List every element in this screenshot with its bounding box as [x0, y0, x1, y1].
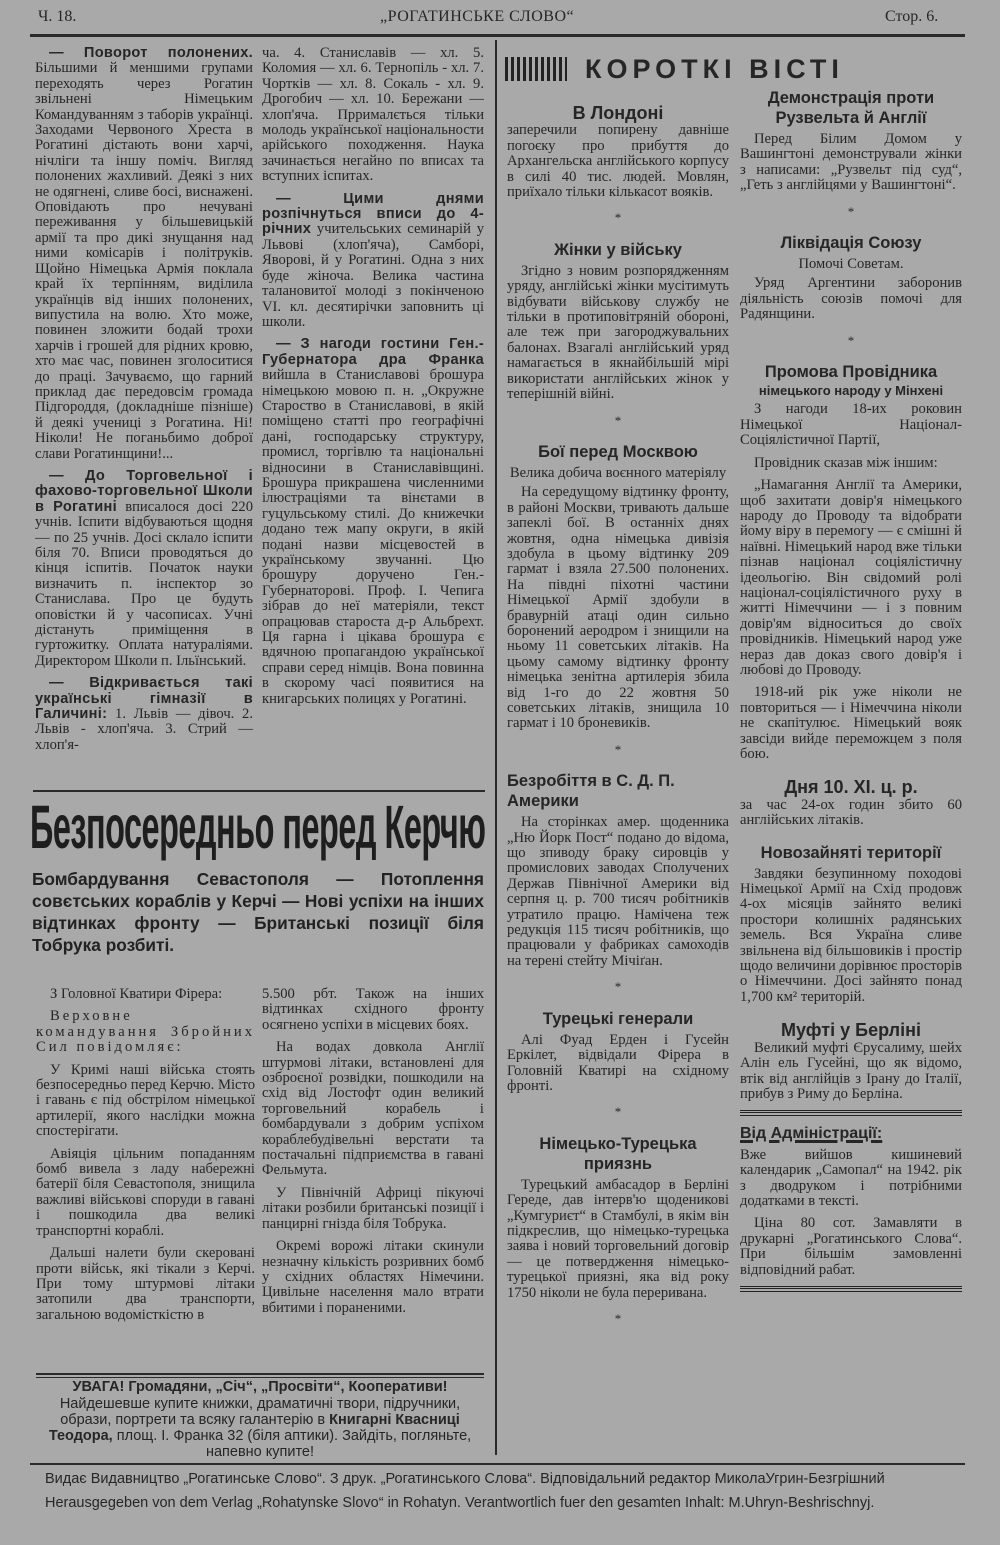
- footer-rule: [30, 1463, 965, 1465]
- paragraph-text: На середущому відтинку фронту, в районі Москви, тривають дальше запеклі бої. В останніх днях жовтня, одна німецька дивізія здобула в цьому відтинку 209 гармат і взяла 27.500 полонених. На півдні піхотні частини Німецької Армії здобули в бравурній атаці один сильно боронений аеродром і знищили на ньому 11 советських літаків. На цьому самому відтинку фронту німецька зенітна артилерія збила від 1-го до 22 жовтня 50 советських літаків, знищила 10 гармат і 10 броневиків.: [507, 484, 729, 732]
- paragraph-text: Більшими й меншими групами переходять через Рогатин звільнені Німецьким Командуванням з таборів українці. Заходами Червоного Хреста в Рогатині дістають вони харчі, нічліги та іншу поміч. Вигляд полонених жахливий. Деякі з них не одягнені, сливе босі, виснажені. Оповідають про нечувані переживання у більшевицькій армії та про дикі знущання над ними комісарів і політруків. Щойно Німецька Армія поклала край їх терпінням, виділила українців від інших полонених, випустила на волю. Хто може, повинен зложити бодай трохи харчів і грошей для рідних кровю, хто має час, повинен зголоситися до праці. Зачуваємо, що гарний приклад дає передовсім громада Підгороддя, (докладніше пізніше) й деякі учениці з Рогатина. Ні! Ніколи! Не поганьбимо доброї слави Рогатинщини!...: [35, 60, 253, 462]
- section-rule: [740, 1286, 962, 1292]
- paragraph-text: 5.500 рбт. Також на інших відтинках східного фронту осягнено успіхи в місцевих боях.: [262, 987, 484, 1033]
- paragraph-text: Турецький амбасадор в Берліні Гереде, дав інтерв'ю щоденикові „Кумгуриєт“ в Стамбулі, в якім він підкреслив, що німецько-турецька заява і новий торговельний договір — це потвердження німецько-турецької приязні, яка від року 1750 ніколи не була переривана.: [507, 1176, 729, 1301]
- news-heading: Дня 10. XI. ц. р.: [784, 777, 918, 798]
- paragraph-text: Перед Білим Домом у Вашингтоні демонстрували жінки з написами: „Рузвельт під суд“, „Геть з англійцями у Вашингтоні“.: [740, 131, 962, 194]
- paragraph-lead: — З нагоди гостини Ген.-Губернатора дра Франка: [262, 336, 484, 368]
- paragraph-text: учительських семинарій у Львові (хлоп'яча), Самборі, Яворові, й у Рогатині. Одна з них буде жіноча. Велика частина талановитої молоді з покінченою VI. кл. десятирічки заповнить ці школи.: [262, 221, 484, 330]
- news-subheading: Велика добича воєнного матеріялу: [509, 464, 727, 481]
- paragraph-text: Великий муфті Єрусалиму, шейх Алін ель Гусейні, що як відомо, втік від англійців з Ірану до Італії, прибув з Риму до Берліна.: [740, 1039, 962, 1102]
- ad-title: УВАГА! Громадяни, „Січ“, „Просвіти“, Кооперативи!: [72, 1379, 448, 1395]
- paragraph: [262, 1239, 484, 1316]
- paragraph-text: вписалося досі 220 учнів. Іспити відбуваються щодня — по 25 учнів. Досі склало іспити біля 70. Вписи проводяться до кінця іспитів. Початок науки визначить п. інспектор зо Станислава. Про це будуть оповістки й у часописах. Учні дістануть приміщення в гуртожитку. Оплата натураліями. Директором Школи п. Ільїнський.: [35, 498, 253, 669]
- paragraph-text: за час 24-ох годин збито 60 англійських літаків.: [740, 796, 962, 829]
- paragraph: [507, 485, 729, 732]
- headline-box: [30, 792, 486, 862]
- paragraph-text: Вже вийшов кишиневий календарик „Самопал“ на 1942. рік з дводруком і потрібними додатками в тексті.: [740, 1146, 962, 1209]
- header-rule: [30, 34, 965, 37]
- paragraph: [740, 1148, 962, 1210]
- paragraph-lead: — Цими днями розпічнуться вписи до 4-річних: [262, 190, 484, 238]
- separator-asterisk: *: [614, 1104, 622, 1120]
- paragraph: [262, 337, 484, 707]
- paragraph: [36, 1147, 255, 1239]
- ad-shop-name: Книгарні Квасниці Теодора,: [48, 1412, 460, 1444]
- paragraph: [262, 1040, 484, 1179]
- paragraph-text: На сторінках амер. щоденника „Ню Йорк Пост“ подано до відома, що зпиводу браку сировців у промислових заводах Сполучених Держав Північної Америки від серпня ц. р. 700 тисяч робітників утратило працю. Намічена теж редукція 115 тисяч робітників, що працювали у фабриках самоходів на терені стейту Мічіґан.: [507, 814, 729, 969]
- paragraph-text: Верховне командування Збройних Сил повідомляє:: [36, 1008, 255, 1056]
- news-column-1: [507, 88, 729, 1453]
- paragraph-text: Завдяки безупинному походові Німецької Армії на Схід продовж 4-ох місяців зайнято великі простори колишніх радянських земель. Вся Україна сливе звільнена від більшовиків і простір щодо величини дорівнює просторів о Німеччини. Досі зайнято понад 1,700 км² територій.: [740, 865, 962, 1005]
- separator-asterisk: *: [847, 332, 855, 348]
- paragraph-lead: — Відкривається такі українські гімназії в Галичині:: [35, 675, 253, 723]
- paragraph-text: Дальші налети були скеровані проти військ, які тікали з Керчі. При тому штурмові літаки затопили два транспорти, загальною водомісткістю в: [36, 1245, 255, 1323]
- short-news-header: [505, 52, 960, 86]
- column-divider: [495, 40, 497, 1455]
- news-column-2: [740, 88, 962, 1453]
- separator-asterisk: *: [614, 210, 622, 226]
- subheadline: Бомбардування Севастополя — Потоплення совєтських кораблів у Керчі — Нові успіхи на інших відтинках фронту — Британські позиції біля Тобрука розбиті.: [32, 869, 484, 955]
- paragraph: [740, 478, 962, 678]
- paragraph: [507, 1178, 729, 1301]
- paragraph: [740, 685, 962, 762]
- paragraph-text: Провідник сказав між іншим:: [754, 454, 938, 471]
- paragraph: [740, 456, 962, 471]
- paragraph-text: Ціна 80 сот. Замавляти в друкарні „Рогатинського Слова“. При більшім замовленні відповідний рабат.: [740, 1215, 962, 1278]
- paragraph: [740, 132, 962, 194]
- separator-asterisk: *: [614, 979, 622, 995]
- paragraph: [740, 867, 962, 1006]
- paragraph-lead: — До Торговельної і фахово-торговельної Школи в Рогатині: [35, 467, 253, 515]
- news-heading: Від Адміністрації:: [740, 1125, 883, 1143]
- paragraph-text: Уряд Аргентини заборонив діяльність союзів помочі для Радянщини.: [740, 275, 962, 323]
- footer-publisher-german: Herausgegeben von dem Verlag „Rohatynske Slovo“ in Rohatyn. Verantwortlich fuer den gesamten Inhalt: M.Uhryn-Beshrischnyj.: [45, 1495, 875, 1511]
- footer-publisher: Видає Видавництво „Рогатинське Слово“. З друк. „Рогатинського Слова“. Відповідальний редактор МиколаУгрин-Безгрішний: [45, 1471, 885, 1487]
- headline: Безпосередньо перед Керчю: [30, 792, 486, 861]
- paragraph: [262, 1186, 484, 1232]
- column-left-2: [262, 46, 484, 791]
- paragraph-text: На водах довкола Англії штурмові літаки, встановлені для озброєної розвідки, пошкодили на схід від Лостофт один великий торговельний корабель і бомбардували з добрим успіхом кораблебудівельні верстати та постачальні підприємства в гавані Фельмута.: [262, 1039, 484, 1179]
- separator-asterisk: *: [847, 203, 855, 219]
- paragraph-text: З нагоди 18-их роковин Німецької Націонал-Соціялістичної Партії,: [740, 401, 962, 449]
- paragraph-text: ча. 4. Станиславів — хл. 5. Коломия — хл. 6. Тернопіль - хл. 7. Чортків — хл. 8. Сокаль - хл. 9. Дрогобич — хл. 10. Бережани — хлоп'яча. Пррималється тільки молодь української національности арійського походження. Наука зачинається негайно по вписах та вступних іспитах.: [262, 46, 484, 185]
- news-subheading: німецького народу у Мінхені: [758, 383, 944, 399]
- news-heading: Німецько-Турецька приязнь: [539, 1134, 697, 1173]
- ad-rule-top-2: [36, 1377, 484, 1378]
- article-column-1: [36, 987, 255, 1372]
- paragraph-text: З Головної Кватири Фірера:: [50, 987, 223, 1002]
- paragraph-text: У Північній Африці пікуючі літаки розбили британські позиції і панцирні гнізда біля Тобрука.: [262, 1184, 484, 1232]
- paragraph: [36, 1009, 255, 1055]
- separator-asterisk: *: [614, 741, 622, 757]
- issue-number: Ч. 18.: [38, 8, 77, 25]
- ad-text: Найдешевше купите книжки, драматичні твори, підручники, образи, портрети та всяку галантерію в: [59, 1396, 461, 1428]
- paragraph: [740, 1216, 962, 1278]
- paragraph: [740, 1041, 962, 1103]
- paragraph-text: Окремі ворожі літаки скинули незначну кількість розривних бомб у східних областях Німечини. Цивільне населення мало втрати вбитими і пораненими.: [262, 1238, 484, 1316]
- news-heading: В Лондоні: [572, 103, 664, 123]
- paragraph-text: У Кримі наші війська стоять безпосередньо перед Керчю. Місто і гавань є під обстрілом німецької артилерії, якого наслідки можна спостерігати.: [36, 1061, 255, 1140]
- separator-asterisk: *: [614, 412, 622, 428]
- article-column-2: [262, 987, 484, 1372]
- news-heading: Жінки у війську: [554, 240, 682, 259]
- news-heading: Ліквідація Союзу: [780, 234, 922, 253]
- paragraph: [507, 264, 729, 403]
- bookstore-ad: [36, 1379, 484, 1460]
- news-heading: Бої перед Москвою: [538, 442, 698, 461]
- paragraph: [507, 1033, 729, 1095]
- ad-rule-top: [36, 1373, 484, 1375]
- ad-address: площ. І. Франка 32 (біля аптики). Зайдіть, погляньте, напевно купите!: [112, 1428, 472, 1460]
- paragraph-text: заперечили попирену давніше погоєку про прибуття до Архангельска англійського корпусу в силі 40 тис. людей. Мовлян, приїхало тільки кількасот вояків.: [507, 122, 729, 201]
- paragraph: [36, 987, 255, 1002]
- paragraph: [740, 276, 962, 322]
- paragraph-text: вийшла в Станиславові брошура німецькою мовою п. н. „Окружне Староство в Станиславові, в якій поміщено статті про географічні дані, господарську структуру, промисл, торгівлю та національні відносини в Станиславівщині. Брошура прикрашена численними ілюстраціями та вінєтами в гуцульському стилі. До книжечки додано теж мапу округи, в якій подані назви місцевостей в українському звучанні. Цю брошуру доручено Ген.-Губернаторові. Проф. І. Чепига зібрав до неї матеріяли, текст опрацював староста д-р Альбрехт. Ця гарна і цікава брошура є вдячною пропагандою української справи серед німців. Вона повинна в скорому часі появитися на книгарських полицях у Рогатині.: [262, 367, 484, 707]
- news-heading: Новозайняті території: [760, 843, 942, 862]
- paragraph: [507, 123, 729, 200]
- paragraph: [740, 798, 962, 829]
- paragraph: [507, 815, 729, 969]
- paragraph-lead: — Поворот полонених.: [49, 46, 253, 61]
- news-heading: Турецькі генерали: [542, 1009, 694, 1028]
- paragraph: [35, 46, 253, 462]
- paragraph: [262, 192, 484, 331]
- news-heading: Промова Провідника: [764, 363, 938, 382]
- paragraph-text: 1918-ий рік уже ніколи не повториться — і Німеччина ніколи не скапітулює. Німецький вояк завсіди вийде переможцем з поля бою.: [740, 684, 962, 762]
- news-heading: Демонстрація проти Рузвельта й Англії: [767, 89, 935, 127]
- paragraph: [35, 469, 253, 669]
- paragraph-text: „Намагання Англії та Америки, щоб захитати довір'я німецького народу до Проводу та відобрати йому віру в перемогу — є смішні й наївні. Німецький народ вже тільки пізнав націонал соціялістичну ідеольогію. Він свідомий ролі націонал-соціялістичного руху в житті Німеччини — і з повним довір'ям відноситься до своїх провідників. Німецький народ уже нераз дав доказ свого довір'я і любові до Проводу.: [740, 477, 962, 678]
- paragraph-text: Згідно з новим розпорядженням уряду, англійські жінки мусітимуть відбувати військову службу не тільки в протиповітряній обороні, але теж при загороджувальних балонах. Взагалі англійський уряд намагається в якнайбільшій мірі використати англійських жінок у теперішній війні.: [507, 262, 729, 403]
- newspaper-title: „РОГАТИНСЬКЕ СЛОВО“: [380, 8, 575, 25]
- paragraph: [740, 402, 962, 448]
- paragraph-text: Алі Фуад Ерден і Гусейн Еркілет, відвідали Фірера в Головній Кватирі на східному фронті.: [507, 1031, 729, 1094]
- paragraph: [262, 987, 484, 1033]
- paragraph: [36, 1063, 255, 1140]
- paragraph: [35, 676, 253, 753]
- news-heading: Муфті у Берліні: [781, 1020, 921, 1041]
- column-left-1: [35, 46, 253, 791]
- news-subheading: Помочі Советам.: [798, 256, 904, 273]
- paragraph-text: 1. Львів — дівоч. 2. Львів - хлоп'яча. 3. Стрий — хлоп'я-: [35, 706, 253, 753]
- paragraph: [262, 46, 484, 185]
- page-number: Стор. 6.: [885, 8, 939, 25]
- paragraph: [36, 1246, 255, 1323]
- paragraph-text: Авіяція цільним попаданням бомб вивела з ладу набережні батерії біля Севастополя, знищила важливі військові споруди в гавані і пошкодила два великі транспортні кораблі.: [36, 1145, 255, 1239]
- news-heading: Безробіття в С. Д. П. Америки: [507, 772, 675, 811]
- decorative-bars-icon: [505, 57, 567, 81]
- section-rule: [740, 1110, 962, 1116]
- short-news-title: КОРОТКІ ВІСТІ: [585, 53, 844, 84]
- separator-asterisk: *: [614, 1310, 622, 1326]
